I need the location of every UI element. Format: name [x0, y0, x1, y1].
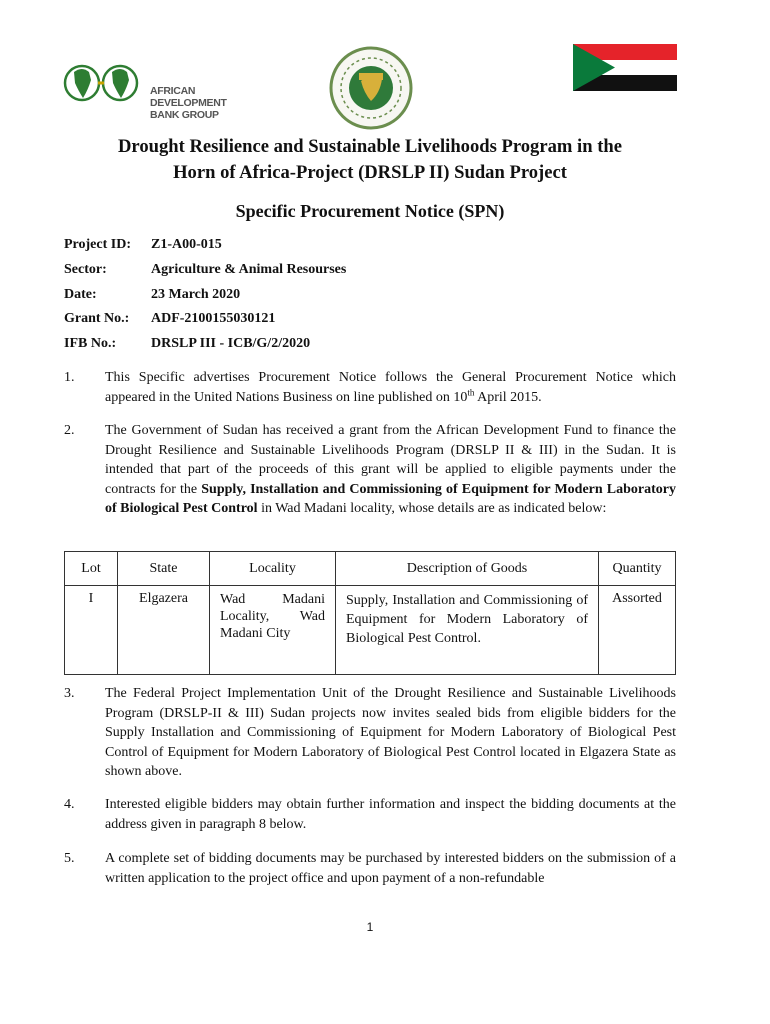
afdb-logo-text: AFRICAN DEVELOPMENT BANK GROUP	[150, 85, 227, 121]
paragraph-number: 1.	[64, 370, 75, 385]
meta-label: Date:	[64, 287, 97, 302]
paragraph-number: 4.	[64, 797, 75, 812]
cell-description: Supply, Installation and Commissioning of Equipment for Modern Laboratory of Biological Pest Control.	[336, 586, 599, 675]
paragraph-text: The Government of Sudan has received a grant from the African Development Fund to finance the Drought Resilience and Sustainable Livelihoods Program (DRSLP II & III) in the Sudan. It is intended that part of the proceeds of this grant will be applied to eligible payments under the contracts for the Supply, Installation and Commissioning of Equipment for Modern Laboratory of Biological Pest Control in Wad Madani locality, whose details are as indicated below:	[105, 423, 676, 516]
goods-title-bold: Supply, Installation and Commissioning of Equipment for Modern Laboratory of Biological Pest Control	[105, 481, 676, 516]
meta-value: Agriculture & Animal Resourses	[151, 262, 347, 277]
cell-quantity: Assorted	[599, 586, 676, 675]
paragraph-text: A complete set of bidding documents may be purchased by interested bidders on the submission of a written application to the project office and upon payment of a non-refundable	[105, 851, 676, 886]
header-locality: Locality	[210, 552, 336, 586]
cell-state: Elgazera	[118, 586, 210, 675]
meta-value: ADF-2100155030121	[151, 311, 276, 326]
paragraph-text: The Federal Project Implementation Unit of the Drought Resilience and Sustainable Livelihoods Program (DRSLP-II & III) Sudan projects now invites sealed bids from eligible bidders for the Supply Installation and Commissioning of Equipment for Modern Laboratory of Biological Pest Control of Equipment for Modern Laboratory of Biological Pest Control located in Elgazera State as shown above.	[105, 686, 676, 779]
paragraph-text: This Specific advertises Procurement Notice follows the General Procurement Notice which appeared in the United Nations Business on line published on 10th April 2015.	[105, 370, 676, 405]
header-quantity: Quantity	[599, 552, 676, 586]
meta-label: Sector:	[64, 262, 107, 277]
meta-label: IFB No.:	[64, 336, 117, 351]
sudan-flag	[573, 44, 677, 91]
meta-label: Grant No.:	[64, 311, 130, 326]
meta-value: 23 March 2020	[151, 287, 241, 302]
table-header-row	[65, 552, 676, 586]
meta-label: Project ID:	[64, 237, 131, 252]
paragraph-number: 2.	[64, 423, 75, 438]
table-row	[65, 586, 676, 675]
cell-lot: I	[65, 586, 118, 675]
header-state: State	[118, 552, 210, 586]
meta-value: DRSLP III - ICB/G/2/2020	[151, 336, 311, 351]
meta-value: Z1-A00-015	[151, 237, 222, 252]
afdb-logo	[62, 50, 242, 120]
page-number: 1	[366, 920, 374, 934]
header-description: Description of Goods	[336, 552, 599, 586]
title-line-1: Drought Resilience and Sustainable Livelihoods Program in the	[118, 136, 622, 157]
paragraph-number: 3.	[64, 686, 75, 701]
paragraph-number: 5.	[64, 851, 75, 866]
paragraph-text: Interested eligible bidders may obtain further information and inspect the bidding documents at the address given in paragraph 8 below.	[105, 797, 676, 832]
goods-table	[64, 551, 676, 675]
cell-locality: Wad Madani Locality, Wad Madani City	[210, 586, 336, 675]
document-title	[0, 134, 740, 185]
header-lot: Lot	[65, 552, 118, 586]
document-subtitle: Specific Procurement Notice (SPN)	[235, 201, 505, 221]
igad-logo	[328, 45, 414, 131]
title-line-2: Horn of Africa-Project (DRSLP II) Sudan Project	[173, 161, 567, 183]
